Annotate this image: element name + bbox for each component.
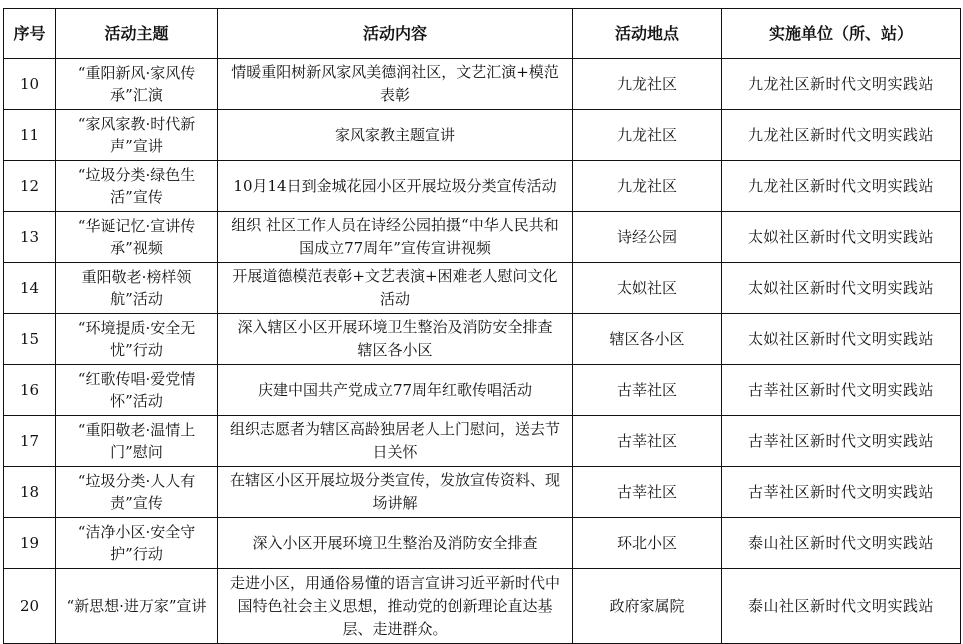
table-row	[4, 365, 961, 416]
cell-content: 走进小区，用通俗易懂的语言宣讲习近平新时代中国特色社会主义思想，推动党的创新理论直达基层、走进群众。	[218, 569, 573, 644]
cell-unit: 太姒社区新时代文明实践站	[722, 314, 961, 365]
cell-content: 10月14日到金城花园小区开展垃圾分类宣传活动	[218, 161, 573, 212]
table-row	[4, 59, 961, 110]
cell-place: 辖区各小区	[573, 314, 722, 365]
header-no: 序号	[4, 9, 56, 59]
cell-unit: 太姒社区新时代文明实践站	[722, 212, 961, 263]
cell-content: 组织志愿者为辖区高龄独居老人上门慰问，送去节日关怀	[218, 416, 573, 467]
cell-unit: 太姒社区新时代文明实践站	[722, 263, 961, 314]
cell-content: 组织 社区工作人员在诗经公园拍摄“中华人民共和国成立77周年”宣传宣讲视频	[218, 212, 573, 263]
cell-no: 13	[4, 212, 56, 263]
cell-theme: “垃圾分类·绿色生活”宣传	[56, 161, 218, 212]
cell-no: 11	[4, 110, 56, 161]
cell-content: 深入辖区小区开展环境卫生整治及消防安全排查 辖区各小区	[218, 314, 573, 365]
table-row	[4, 518, 961, 569]
cell-unit: 古莘社区新时代文明实践站	[722, 416, 961, 467]
cell-no: 18	[4, 467, 56, 518]
cell-content: 家风家教主题宣讲	[218, 110, 573, 161]
cell-no: 16	[4, 365, 56, 416]
cell-theme: “红歌传唱·爱党情怀”活动	[56, 365, 218, 416]
cell-theme: “洁净小区·安全守护”行动	[56, 518, 218, 569]
cell-content: 庆建中国共产党成立77周年红歌传唱活动	[218, 365, 573, 416]
cell-place: 古莘社区	[573, 467, 722, 518]
table-row	[4, 110, 961, 161]
cell-place: 诗经公园	[573, 212, 722, 263]
table-row	[4, 416, 961, 467]
cell-unit: 九龙社区新时代文明实践站	[722, 110, 961, 161]
header-row	[4, 9, 961, 59]
header-content: 活动内容	[218, 9, 573, 59]
cell-theme: “垃圾分类·人人有责”宣传	[56, 467, 218, 518]
table-body	[4, 59, 961, 644]
table-row	[4, 212, 961, 263]
cell-no: 14	[4, 263, 56, 314]
activity-table	[3, 8, 961, 644]
cell-theme: “重阳新风·家风传承”汇演	[56, 59, 218, 110]
cell-place: 九龙社区	[573, 110, 722, 161]
table-row	[4, 161, 961, 212]
cell-theme: “重阳敬老·温情上门”慰问	[56, 416, 218, 467]
cell-no: 12	[4, 161, 56, 212]
cell-no: 15	[4, 314, 56, 365]
cell-place: 九龙社区	[573, 161, 722, 212]
table-row	[4, 314, 961, 365]
table-row	[4, 569, 961, 644]
cell-place: 九龙社区	[573, 59, 722, 110]
cell-no: 17	[4, 416, 56, 467]
cell-no: 19	[4, 518, 56, 569]
cell-place: 环北小区	[573, 518, 722, 569]
header-unit: 实施单位（所、站）	[722, 9, 961, 59]
table-row	[4, 263, 961, 314]
cell-theme: “新思想·进万家”宣讲	[56, 569, 218, 644]
cell-unit: 泰山社区新时代文明实践站	[722, 518, 961, 569]
cell-unit: 九龙社区新时代文明实践站	[722, 59, 961, 110]
cell-place: 政府家属院	[573, 569, 722, 644]
header-place: 活动地点	[573, 9, 722, 59]
cell-theme: “华诞记忆·宣讲传承”视频	[56, 212, 218, 263]
cell-place: 太姒社区	[573, 263, 722, 314]
cell-theme: “家风家教·时代新声”宣讲	[56, 110, 218, 161]
cell-no: 10	[4, 59, 56, 110]
cell-unit: 泰山社区新时代文明实践站	[722, 569, 961, 644]
table-row	[4, 467, 961, 518]
cell-theme: 重阳敬老·榜样领航”活动	[56, 263, 218, 314]
cell-content: 在辖区小区开展垃圾分类宣传，发放宣传资料、现场讲解	[218, 467, 573, 518]
table-header	[4, 9, 961, 59]
cell-theme: “环境提质·安全无忧”行动	[56, 314, 218, 365]
cell-unit: 九龙社区新时代文明实践站	[722, 161, 961, 212]
cell-unit: 古莘社区新时代文明实践站	[722, 467, 961, 518]
cell-unit: 古莘社区新时代文明实践站	[722, 365, 961, 416]
cell-place: 古莘社区	[573, 416, 722, 467]
cell-place: 古莘社区	[573, 365, 722, 416]
cell-content: 情暖重阳树新风家风美德润社区，文艺汇演+模范表彰	[218, 59, 573, 110]
cell-content: 开展道德模范表彰+文艺表演+困难老人慰问文化活动	[218, 263, 573, 314]
cell-content: 深入小区开展环境卫生整治及消防安全排查	[218, 518, 573, 569]
cell-no: 20	[4, 569, 56, 644]
header-theme: 活动主题	[56, 9, 218, 59]
